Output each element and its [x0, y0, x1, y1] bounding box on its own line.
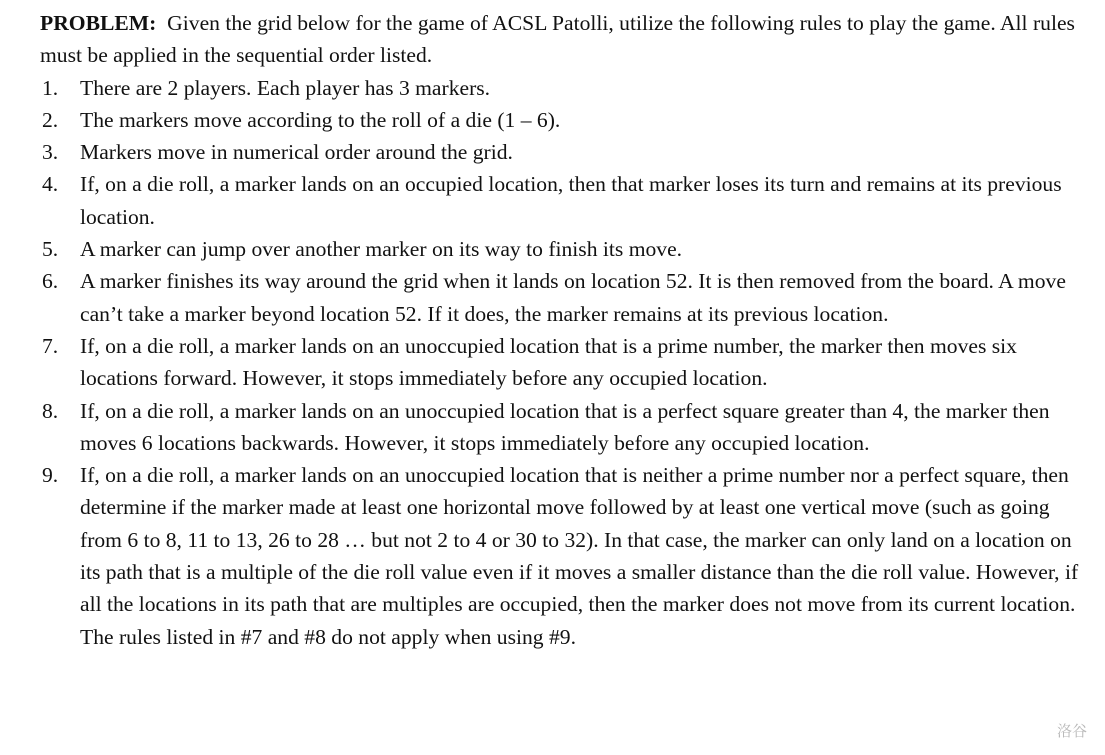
rule-text: Markers move in numerical order around the grid.: [80, 140, 513, 165]
rules-list: [40, 72, 1080, 653]
rule-item: [40, 459, 1080, 653]
rule-item: [40, 330, 1080, 395]
rule-number: 1.: [42, 75, 59, 100]
rule-number: 9.: [42, 463, 59, 488]
problem-label: PROBLEM:: [40, 11, 157, 35]
rule-text: A marker can jump over another marker on its way to finish its move.: [80, 237, 683, 262]
rule-number: 7.: [42, 333, 59, 358]
rule-text: The markers move according to the roll of a die (1 – 6).: [80, 107, 561, 132]
rule-number: 6.: [42, 269, 59, 294]
problem-intro: [40, 7, 1080, 72]
rule-item: [40, 168, 1080, 233]
rule-number: 3.: [42, 140, 59, 165]
rule-item: [40, 395, 1080, 460]
rule-number: 8.: [42, 398, 59, 423]
problem-document: [40, 7, 1080, 653]
rule-item: [40, 233, 1080, 265]
rule-item: [40, 136, 1080, 168]
rule-text: If, on a die roll, a marker lands on an unoccupied location that is a prime number, the marker then moves six locations forward. However, it stops immediately before any occupied location.: [80, 333, 1017, 391]
rule-number: 2.: [42, 107, 59, 132]
rule-text: If, on a die roll, a marker lands on an occupied location, then that marker loses its turn and remains at its previous location.: [80, 172, 1062, 229]
rule-text: If, on a die roll, a marker lands on an unoccupied location that is a perfect square greater than 4, the marker then moves 6 locations backwards. However, it stops immediately before any occupied location.: [80, 398, 1050, 455]
rule-text: A marker finishes its way around the grid when it lands on location 52. It is then removed from the board. A move can’t take a marker beyond location 52. If it does, the marker remains at its previous location.: [80, 269, 1066, 326]
watermark: 洛谷: [1056, 722, 1087, 740]
rule-number: 4.: [42, 172, 59, 197]
rule-item: [40, 104, 1080, 136]
rule-text: There are 2 players. Each player has 3 markers.: [80, 75, 491, 100]
rule-text: If, on a die roll, a marker lands on an unoccupied location that is neither a prime number nor a perfect square, then determine if the marker made at least one horizontal move followed by at least one vertical move (such as going from 6 to 8, 11 to 13, 26 to 28 … but not 2 to 4 or 30 to 32). In that case, the marker can only land on a location on its path that is a multiple of the die roll value even if it moves a smaller distance than the die roll value. However, if all the locations in its path that are multiples are occupied, then the marker does not move from its current location. The rules listed in #7 and #8 do not apply when using #9.: [80, 463, 1079, 649]
rule-number: 5.: [42, 237, 59, 262]
rule-item: [40, 265, 1080, 330]
problem-intro-text: Given the grid below for the game of ACSL Patolli, utilize the following rules to play the game. All rules must be applied in the sequential order listed.: [40, 11, 1075, 68]
rule-item: [40, 72, 1080, 104]
